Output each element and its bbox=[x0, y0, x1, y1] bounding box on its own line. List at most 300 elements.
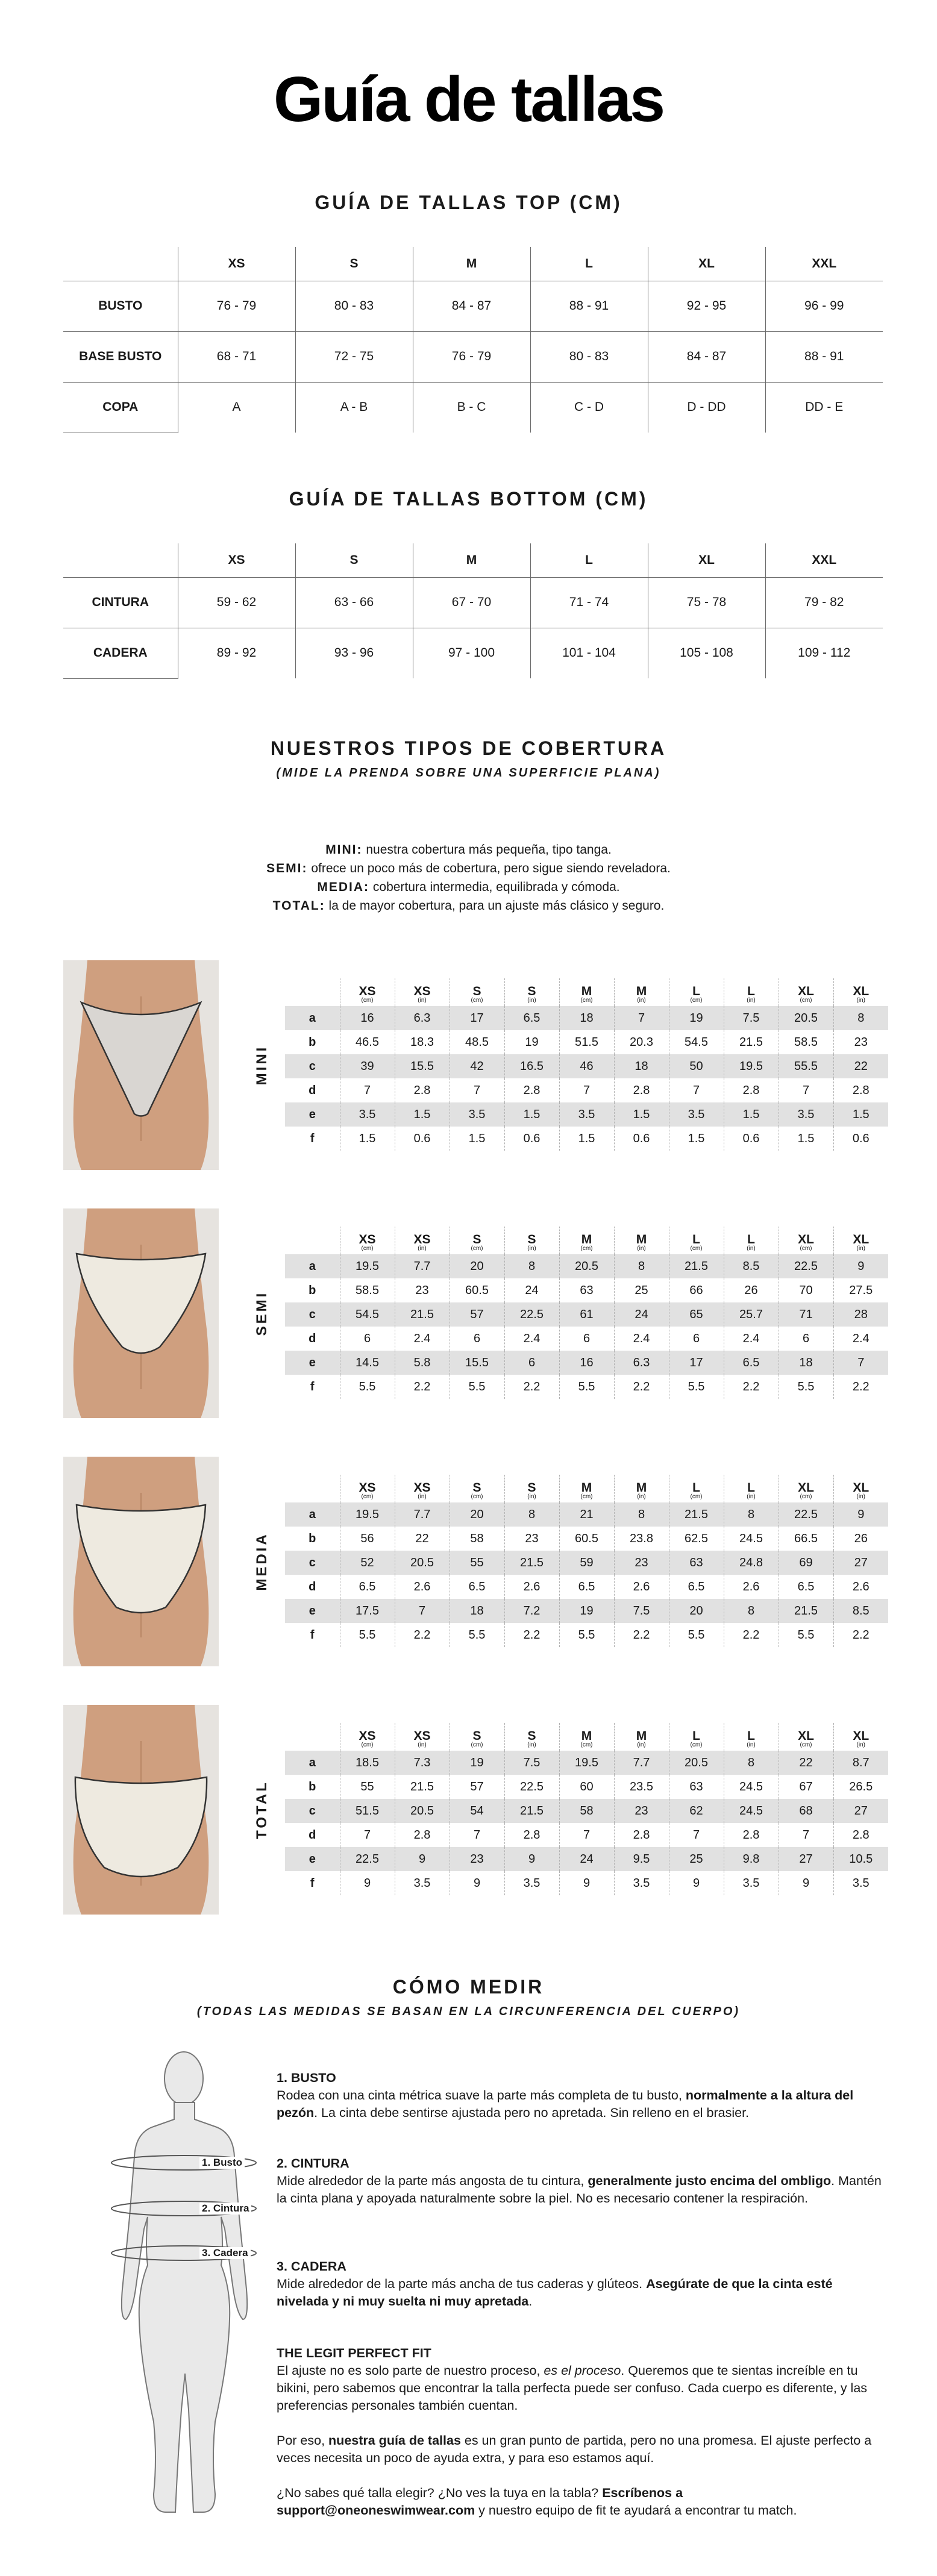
table-cell: 22.5 bbox=[504, 1302, 559, 1327]
table-cell: 2.4 bbox=[614, 1327, 669, 1351]
table-cell: 2.8 bbox=[395, 1078, 450, 1102]
unit-label: (cm) bbox=[361, 1742, 374, 1748]
table-cell: 6.5 bbox=[340, 1575, 395, 1599]
table-cell: 1.5 bbox=[559, 1127, 614, 1151]
table-cell: 23.5 bbox=[614, 1775, 669, 1799]
table-cell: 3.5 bbox=[779, 1102, 833, 1127]
table-cell: 17 bbox=[669, 1351, 724, 1375]
table-cell: 9 bbox=[833, 1254, 888, 1278]
table-cell: 5.5 bbox=[559, 1375, 614, 1399]
unit-label: (cm) bbox=[361, 997, 374, 1004]
table-cell: 16.5 bbox=[504, 1054, 559, 1078]
table-cell: 24.8 bbox=[724, 1551, 779, 1575]
table-cell: 2.4 bbox=[724, 1327, 779, 1351]
table-cell: 20.5 bbox=[395, 1551, 450, 1575]
row-label: a bbox=[285, 1502, 340, 1527]
definition-mini: MINI: nuestra cobertura más pequeña, tipo tanga. bbox=[325, 843, 612, 857]
size-label: M bbox=[636, 1481, 647, 1495]
table-cell: 1.5 bbox=[833, 1102, 888, 1127]
table-cell: 9.5 bbox=[614, 1847, 669, 1871]
measure-header bbox=[285, 1227, 888, 1254]
table-cell: 2.8 bbox=[504, 1078, 559, 1102]
table-cell: 1.5 bbox=[779, 1127, 833, 1151]
size-label: M bbox=[581, 1481, 592, 1495]
size-unit-header bbox=[340, 978, 395, 1006]
coverage-type-label: MINI bbox=[254, 1045, 270, 1086]
table-cell: 105 - 108 bbox=[648, 628, 765, 678]
table-cell: 18 bbox=[559, 1006, 614, 1030]
table-cell: 84 - 87 bbox=[648, 331, 765, 382]
row-label: BUSTO bbox=[63, 281, 178, 331]
table-cell: 19.5 bbox=[340, 1502, 395, 1527]
table-cell: 9 bbox=[450, 1871, 504, 1895]
measure-body bbox=[285, 1254, 888, 1399]
table-cell: 20.5 bbox=[779, 1006, 833, 1030]
unit-label: (cm) bbox=[690, 1493, 703, 1500]
row-label: c bbox=[285, 1302, 340, 1327]
coverage-measure-table bbox=[285, 1723, 888, 1895]
table-cell: 2.2 bbox=[504, 1375, 559, 1399]
size-label: XS bbox=[359, 984, 376, 998]
table-cell: 3.5 bbox=[614, 1871, 669, 1895]
table-cell: 56 bbox=[340, 1527, 395, 1551]
table-row bbox=[285, 1551, 888, 1575]
size-unit-header bbox=[395, 1475, 450, 1502]
size-unit-header bbox=[340, 1475, 395, 1502]
table-cell: 52 bbox=[340, 1551, 395, 1575]
size-unit-header bbox=[724, 978, 779, 1006]
measure-header bbox=[285, 978, 888, 1006]
table-cell: 88 - 91 bbox=[530, 281, 648, 331]
table-cell: 7 bbox=[614, 1006, 669, 1030]
unit-label: (in) bbox=[527, 1493, 536, 1500]
table-cell: 19.5 bbox=[559, 1751, 614, 1775]
table-cell: 76 - 79 bbox=[178, 281, 295, 331]
size-label: S bbox=[472, 1729, 481, 1743]
size-unit-header bbox=[395, 978, 450, 1006]
table-cell: 6 bbox=[504, 1351, 559, 1375]
table-cell: 9.8 bbox=[724, 1847, 779, 1871]
bottom-size-table bbox=[63, 543, 883, 679]
size-label: S bbox=[472, 1233, 481, 1246]
size-unit-header bbox=[724, 1475, 779, 1502]
table-cell: 7 bbox=[559, 1078, 614, 1102]
table-cell: 7 bbox=[669, 1823, 724, 1847]
table-cell: 2.2 bbox=[504, 1623, 559, 1647]
size-header-l: L bbox=[530, 247, 648, 281]
size-unit-header bbox=[833, 1227, 888, 1254]
top-size-table bbox=[63, 247, 883, 433]
size-label: M bbox=[581, 1233, 592, 1246]
size-table-header bbox=[63, 247, 883, 281]
table-cell: 1.5 bbox=[504, 1102, 559, 1127]
size-unit-header bbox=[340, 1723, 395, 1751]
row-label: a bbox=[285, 1751, 340, 1775]
table-cell: 68 bbox=[779, 1799, 833, 1823]
table-cell: 0.6 bbox=[833, 1127, 888, 1151]
cintura-heading: 2. CINTURA bbox=[277, 2156, 349, 2171]
size-unit-header bbox=[504, 1227, 559, 1254]
unit-label: (in) bbox=[856, 1245, 865, 1252]
table-cell: 9 bbox=[504, 1847, 559, 1871]
measure-body bbox=[285, 1006, 888, 1151]
table-cell: 6.3 bbox=[614, 1351, 669, 1375]
table-cell: 97 - 100 bbox=[413, 628, 530, 678]
table-cell: 46 bbox=[559, 1054, 614, 1078]
unit-label: (in) bbox=[747, 1742, 756, 1748]
table-cell: 20 bbox=[450, 1254, 504, 1278]
row-label: f bbox=[310, 1628, 315, 1642]
table-cell: 7 bbox=[833, 1351, 888, 1375]
perfect-fit-p1: El ajuste no es solo parte de nuestro proceso, es el proceso. Queremos que te sientas increíble en tu bikini, pero sabemos que encontrar la talla perfecta puede ser confuso. Cada cuerpo es diferente, y las preferencias personales también cuentan. bbox=[277, 2363, 868, 2413]
size-header-s: S bbox=[295, 247, 413, 281]
bottom-table-title: GUÍA DE TALLAS BOTTOM (CM) bbox=[289, 488, 648, 510]
page-title: Guía de tallas bbox=[273, 64, 664, 135]
size-label: S bbox=[527, 1729, 536, 1743]
busto-text: Rodea con una cinta métrica suave la parte más completa de tu busto, normalmente a la altura del pezón. La cinta debe sentirse ajustada pero no apretada. Sin relleno en el brasier. bbox=[277, 2088, 854, 2120]
table-cell: 89 - 92 bbox=[178, 628, 295, 678]
table-cell: 8 bbox=[504, 1254, 559, 1278]
header-blank bbox=[63, 543, 178, 577]
unit-label: (cm) bbox=[800, 1742, 812, 1748]
table-cell: 67 - 70 bbox=[413, 577, 530, 628]
unit-label: (cm) bbox=[690, 1742, 703, 1748]
table-cell: 24 bbox=[504, 1278, 559, 1302]
table-row bbox=[63, 331, 883, 382]
size-header-m: M bbox=[413, 247, 530, 281]
table-cell: D - DD bbox=[648, 382, 765, 433]
table-row bbox=[285, 1623, 888, 1647]
table-cell: 17 bbox=[450, 1006, 504, 1030]
table-cell: 2.6 bbox=[833, 1575, 888, 1599]
table-cell: 8 bbox=[614, 1502, 669, 1527]
coverage-block-mini bbox=[63, 960, 883, 1170]
table-cell: 61 bbox=[559, 1302, 614, 1327]
size-table-body bbox=[63, 577, 883, 678]
support-email-link[interactable]: support@oneoneswimwear.com bbox=[277, 2503, 475, 2518]
size-label: XS bbox=[413, 1233, 431, 1246]
table-row bbox=[285, 1102, 888, 1127]
size-unit-header bbox=[450, 978, 504, 1006]
table-cell: 2.6 bbox=[395, 1575, 450, 1599]
size-unit-header bbox=[340, 1227, 395, 1254]
table-cell: 20.5 bbox=[395, 1799, 450, 1823]
size-label: XL bbox=[798, 1481, 814, 1495]
size-unit-header bbox=[833, 1723, 888, 1751]
size-unit-header bbox=[724, 1227, 779, 1254]
table-cell: 60 bbox=[559, 1775, 614, 1799]
size-label: XS bbox=[359, 1233, 376, 1246]
bikini-bottom-icon bbox=[63, 1208, 219, 1418]
size-label: XL bbox=[798, 1729, 814, 1743]
table-cell: 75 - 78 bbox=[648, 577, 765, 628]
table-cell: 6.5 bbox=[450, 1575, 504, 1599]
table-cell: 0.6 bbox=[395, 1127, 450, 1151]
table-cell: 9 bbox=[833, 1502, 888, 1527]
unit-label: (cm) bbox=[361, 1493, 374, 1500]
table-cell: 9 bbox=[779, 1871, 833, 1895]
table-cell: 55.5 bbox=[779, 1054, 833, 1078]
table-cell: 101 - 104 bbox=[530, 628, 648, 678]
header-blank bbox=[285, 1227, 340, 1254]
table-cell: 18.3 bbox=[395, 1030, 450, 1054]
table-cell: 7 bbox=[779, 1078, 833, 1102]
row-label: CADERA bbox=[63, 628, 178, 678]
table-cell: 21.5 bbox=[779, 1599, 833, 1623]
table-cell: 68 - 71 bbox=[178, 331, 295, 382]
size-label: XL bbox=[853, 1481, 870, 1495]
table-cell: 24 bbox=[614, 1302, 669, 1327]
coverage-block-total bbox=[63, 1705, 883, 1915]
size-label: L bbox=[692, 1233, 700, 1246]
table-row bbox=[63, 577, 883, 628]
table-cell: 39 bbox=[340, 1054, 395, 1078]
table-cell: 27 bbox=[833, 1551, 888, 1575]
size-unit-header bbox=[395, 1723, 450, 1751]
table-row bbox=[285, 1799, 888, 1823]
row-label: b bbox=[309, 1283, 316, 1297]
size-label: XL bbox=[798, 1233, 814, 1246]
header-row bbox=[285, 978, 888, 1006]
size-label: L bbox=[747, 1481, 755, 1495]
table-cell: 66.5 bbox=[779, 1527, 833, 1551]
table-row bbox=[285, 1302, 888, 1327]
table-row bbox=[285, 1127, 888, 1151]
table-cell: 0.6 bbox=[614, 1127, 669, 1151]
table-cell: 2.2 bbox=[395, 1623, 450, 1647]
table-cell: 27 bbox=[779, 1847, 833, 1871]
table-cell: 1.5 bbox=[340, 1127, 395, 1151]
table-cell: 1.5 bbox=[669, 1127, 724, 1151]
table-cell: 21.5 bbox=[724, 1030, 779, 1054]
how-to-title: CÓMO MEDIR bbox=[392, 1976, 545, 1998]
size-unit-header bbox=[504, 978, 559, 1006]
size-unit-header bbox=[614, 1723, 669, 1751]
coverage-photo-semi bbox=[63, 1208, 219, 1418]
row-label: a bbox=[285, 1254, 340, 1278]
table-cell: 22.5 bbox=[504, 1775, 559, 1799]
size-label: S bbox=[527, 1233, 536, 1246]
table-cell: 19 bbox=[669, 1006, 724, 1030]
figure-label-busto: 1. Busto bbox=[199, 2157, 245, 2169]
table-row bbox=[285, 1775, 888, 1799]
table-cell: DD - E bbox=[805, 400, 844, 414]
size-label: XS bbox=[413, 1729, 431, 1743]
table-cell: 6 bbox=[340, 1327, 395, 1351]
table-row bbox=[285, 1823, 888, 1847]
size-header-xxl: XXL bbox=[765, 247, 883, 281]
table-row bbox=[285, 1351, 888, 1375]
unit-label: (cm) bbox=[800, 997, 812, 1004]
table-cell: 22.5 bbox=[340, 1847, 395, 1871]
table-cell: 3.5 bbox=[450, 1102, 504, 1127]
row-label: e bbox=[285, 1599, 340, 1623]
table-cell: 23 bbox=[614, 1799, 669, 1823]
table-cell: 88 - 91 bbox=[765, 331, 883, 382]
size-table-header bbox=[63, 543, 883, 577]
table-cell: 6 bbox=[450, 1327, 504, 1351]
table-cell: 21.5 bbox=[395, 1302, 450, 1327]
table-cell: C - D bbox=[530, 382, 648, 433]
size-label: L bbox=[747, 1729, 755, 1743]
size-unit-header bbox=[833, 978, 888, 1006]
size-label: XS bbox=[359, 1481, 376, 1495]
size-unit-header bbox=[779, 1227, 833, 1254]
table-cell: 19.5 bbox=[724, 1054, 779, 1078]
table-cell: 6.5 bbox=[724, 1351, 779, 1375]
size-unit-header bbox=[779, 1475, 833, 1502]
table-cell: 22 bbox=[395, 1527, 450, 1551]
size-unit-header bbox=[779, 1723, 833, 1751]
table-cell: 65 bbox=[669, 1302, 724, 1327]
definition-semi: SEMI: ofrece un poco más de cobertura, pero sigue siendo reveladora. bbox=[266, 861, 671, 875]
table-cell: 2.2 bbox=[395, 1375, 450, 1399]
unit-label: (in) bbox=[527, 997, 536, 1004]
row-label: d bbox=[309, 1580, 316, 1593]
table-cell: 7.5 bbox=[614, 1599, 669, 1623]
size-label: XS bbox=[413, 984, 431, 998]
size-table-body bbox=[63, 281, 883, 433]
unit-label: (cm) bbox=[580, 1493, 593, 1500]
row-label: f bbox=[310, 1876, 315, 1890]
row-label: b bbox=[309, 1780, 316, 1793]
row-label: d bbox=[309, 1331, 316, 1345]
row-label: c bbox=[285, 1551, 340, 1575]
table-row bbox=[63, 628, 883, 678]
coverage-block-semi bbox=[63, 1208, 883, 1418]
body-measure-figure bbox=[63, 2036, 262, 2530]
table-cell: 7 bbox=[559, 1823, 614, 1847]
table-cell: 3.5 bbox=[395, 1871, 450, 1895]
unit-label: (cm) bbox=[580, 1245, 593, 1252]
row-label: COPA bbox=[63, 382, 178, 433]
unit-label: (in) bbox=[747, 997, 756, 1004]
table-cell: 2.8 bbox=[724, 1078, 779, 1102]
table-cell: 9 bbox=[340, 1871, 395, 1895]
size-label: L bbox=[692, 1481, 700, 1495]
table-cell: 3.5 bbox=[833, 1871, 888, 1895]
table-cell: 0.6 bbox=[504, 1127, 559, 1151]
table-cell: 23 bbox=[395, 1278, 450, 1302]
table-cell: 8.5 bbox=[724, 1254, 779, 1278]
row-label: e bbox=[285, 1847, 340, 1871]
table-row bbox=[285, 1278, 888, 1302]
table-cell: 5.5 bbox=[450, 1623, 504, 1647]
table-row bbox=[285, 1527, 888, 1551]
size-unit-header bbox=[559, 1227, 614, 1254]
unit-label: (cm) bbox=[471, 997, 483, 1004]
table-cell: 79 - 82 bbox=[765, 577, 883, 628]
table-cell: 42 bbox=[450, 1054, 504, 1078]
row-label: d bbox=[309, 1083, 316, 1097]
table-row bbox=[285, 1375, 888, 1399]
table-cell: 23 bbox=[450, 1847, 504, 1871]
bikini-bottom-icon bbox=[63, 1705, 219, 1915]
perfect-fit-p3: ¿No sabes qué talla elegir? ¿No ves la tuya en la tabla? Escríbenos a support@oneoneswimwear.com y nuestro equipo de fit te ayudará a encontrar tu match. bbox=[277, 2486, 797, 2518]
header-row bbox=[285, 1723, 888, 1751]
table-cell: 60.5 bbox=[559, 1527, 614, 1551]
unit-label: (in) bbox=[856, 1742, 865, 1748]
table-cell: 18 bbox=[779, 1351, 833, 1375]
table-cell: 20 bbox=[669, 1599, 724, 1623]
size-label: XL bbox=[853, 1729, 870, 1743]
table-cell: 7 bbox=[450, 1078, 504, 1102]
size-header-xs: XS bbox=[178, 543, 295, 577]
table-cell: 59 bbox=[559, 1551, 614, 1575]
table-row bbox=[63, 382, 883, 433]
size-unit-header bbox=[450, 1227, 504, 1254]
table-cell: 8 bbox=[833, 1006, 888, 1030]
row-label: b bbox=[309, 1035, 316, 1049]
measure-body bbox=[285, 1751, 888, 1895]
table-cell: A bbox=[178, 382, 295, 433]
table-row bbox=[63, 281, 883, 331]
unit-label: (cm) bbox=[800, 1493, 812, 1500]
table-cell: 58.5 bbox=[779, 1030, 833, 1054]
unit-label: (cm) bbox=[690, 1245, 703, 1252]
figure-label-cadera: 3. Cadera bbox=[199, 2247, 251, 2259]
table-row bbox=[285, 1078, 888, 1102]
row-label: a bbox=[285, 1006, 340, 1030]
unit-label: (in) bbox=[418, 997, 427, 1004]
table-cell: 84 - 87 bbox=[413, 281, 530, 331]
table-cell: 7.5 bbox=[504, 1751, 559, 1775]
table-cell: 6 bbox=[669, 1327, 724, 1351]
table-cell: 51.5 bbox=[559, 1030, 614, 1054]
perfect-fit-heading: THE LEGIT PERFECT FIT bbox=[277, 2346, 431, 2360]
table-cell: 69 bbox=[779, 1551, 833, 1575]
row-label: CINTURA bbox=[63, 577, 178, 628]
table-cell: 63 bbox=[669, 1551, 724, 1575]
table-cell: 80 - 83 bbox=[295, 281, 413, 331]
table-cell: 58 bbox=[450, 1527, 504, 1551]
unit-label: (cm) bbox=[471, 1493, 483, 1500]
size-label: XS bbox=[359, 1729, 376, 1743]
table-cell: 3.5 bbox=[504, 1871, 559, 1895]
size-label: L bbox=[747, 984, 755, 998]
table-cell: 6.5 bbox=[504, 1006, 559, 1030]
unit-label: (cm) bbox=[361, 1245, 374, 1252]
unit-label: (in) bbox=[856, 997, 865, 1004]
size-unit-header bbox=[395, 1227, 450, 1254]
table-cell: 7 bbox=[779, 1823, 833, 1847]
table-cell: 71 bbox=[779, 1302, 833, 1327]
size-label: XL bbox=[853, 1233, 870, 1246]
table-cell: 15.5 bbox=[395, 1054, 450, 1078]
unit-label: (cm) bbox=[800, 1245, 812, 1252]
row-label: b bbox=[309, 1531, 316, 1545]
coverage-subtitle: (MIDE LA PRENDA SOBRE UNA SUPERFICIE PLANA) bbox=[276, 766, 661, 780]
table-cell: 5.5 bbox=[779, 1623, 833, 1647]
table-cell: 6 bbox=[559, 1327, 614, 1351]
table-cell: 2.2 bbox=[724, 1375, 779, 1399]
table-cell: 7 bbox=[395, 1599, 450, 1623]
table-cell: 15.5 bbox=[450, 1351, 504, 1375]
size-unit-header bbox=[669, 1723, 724, 1751]
row-label: c bbox=[285, 1054, 340, 1078]
table-cell: 16 bbox=[559, 1351, 614, 1375]
table-cell: 8 bbox=[504, 1502, 559, 1527]
table-cell: 22 bbox=[779, 1751, 833, 1775]
unit-label: (in) bbox=[418, 1742, 427, 1748]
table-cell: 24.5 bbox=[724, 1775, 779, 1799]
table-cell: 26.5 bbox=[833, 1775, 888, 1799]
table-cell: 23.8 bbox=[614, 1527, 669, 1551]
table-cell: 7.5 bbox=[724, 1006, 779, 1030]
table-cell: 24.5 bbox=[724, 1527, 779, 1551]
header-row bbox=[285, 1227, 888, 1254]
table-cell: 16 bbox=[340, 1006, 395, 1030]
